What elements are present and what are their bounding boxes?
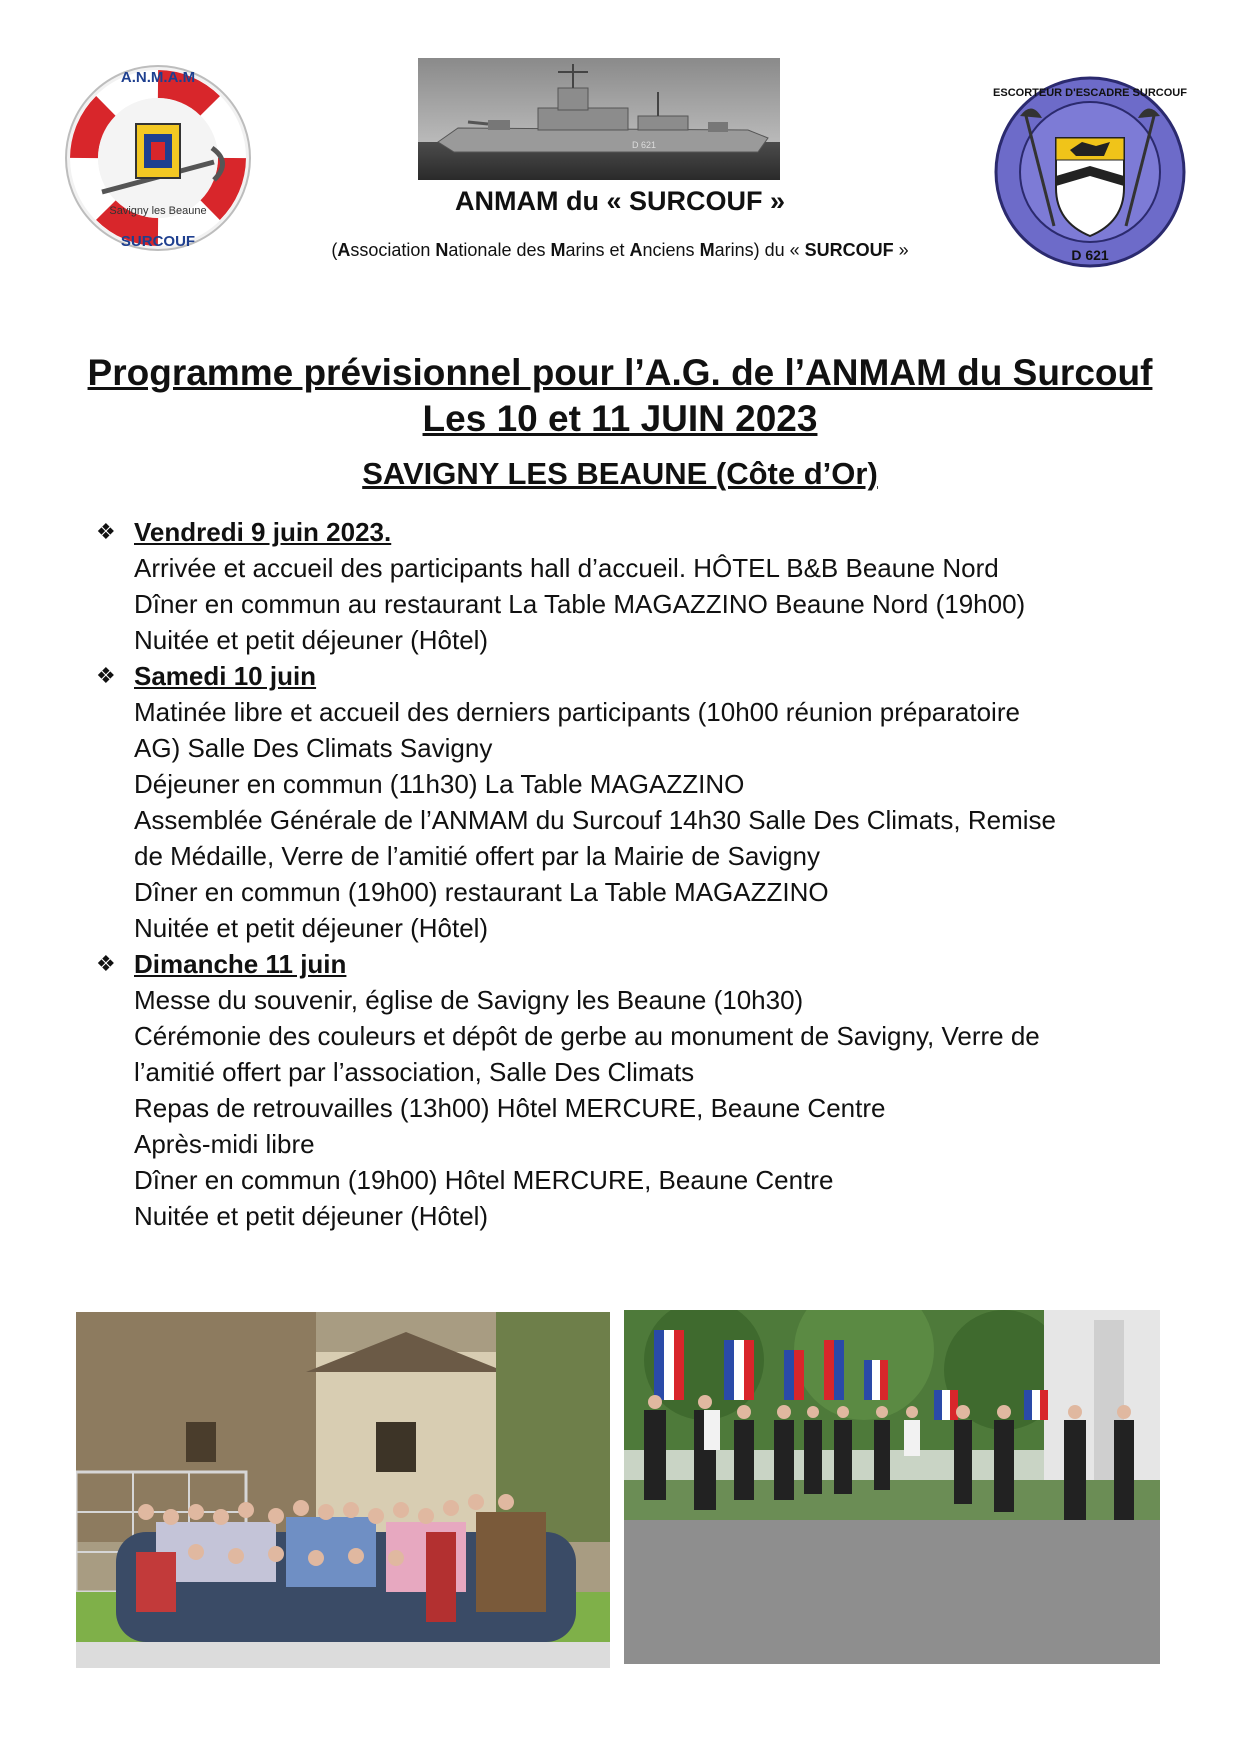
- list-item: Arrivée et accueil des participants hall d’accueil. HÔTEL B&B Beaune Nord: [134, 553, 999, 583]
- title-line-2: Les 10 et 11 JUIN 2023: [422, 398, 818, 439]
- surcouf-badge-logo: [992, 76, 1188, 268]
- list-item: Messe du souvenir, église de Savigny les Beaune (10h30): [134, 985, 804, 1015]
- ship-photo: [418, 58, 780, 180]
- logo-left-ring-top: A.N.M.A.M: [120, 69, 196, 86]
- list-item: Dîner en commun (19h00) Hôtel MERCURE, Beaune Centre: [134, 1165, 834, 1195]
- diamond-bullet-icon: ❖: [96, 951, 116, 976]
- page-title: [60, 350, 1180, 442]
- anmam-logo: [62, 62, 254, 254]
- list-item: Nuitée et petit déjeuner (Hôtel): [134, 913, 489, 943]
- list-item: de Médaille, Verre de l’amitié offert par la Mairie de Savigny: [134, 841, 820, 871]
- list-item: Nuitée et petit déjeuner (Hôtel): [134, 1201, 489, 1231]
- logo-right-ring-bottom: D 621: [1071, 247, 1109, 263]
- list-item: l’amitié offert par l’association, Salle Des Climats: [134, 1057, 695, 1087]
- list-item: Déjeuner en commun (11h30) La Table MAGAZZINO: [134, 769, 745, 799]
- diamond-bullet-icon: ❖: [96, 663, 116, 688]
- list-item: Après-midi libre: [134, 1129, 315, 1159]
- list-item: AG) Salle Des Climats Savigny: [134, 733, 493, 763]
- list-item: Dîner en commun au restaurant La Table MAGAZZINO Beaune Nord (19h00): [134, 589, 1026, 619]
- list-item: Assemblée Générale de l’ANMAM du Surcouf 14h30 Salle Des Climats, Remise: [134, 805, 1056, 835]
- diamond-bullet-icon: ❖: [96, 519, 116, 544]
- list-item: Dîner en commun (19h00) restaurant La Table MAGAZZINO: [134, 877, 829, 907]
- list-item: Matinée libre et accueil des derniers participants (10h00 réunion préparatoire: [134, 697, 1020, 727]
- ship-hull-number: D 621: [632, 140, 657, 150]
- list-item: Repas de retrouvailles (13h00) Hôtel MERCURE, Beaune Centre: [134, 1093, 886, 1123]
- day-heading: ❖ Dimanche 11 juin: [96, 946, 1196, 982]
- logo-left-ring-bottom: SURCOUF: [120, 233, 196, 250]
- title-line-1: Programme prévisionnel pour l’A.G. de l’ANMAM du Surcouf: [87, 352, 1153, 393]
- program-list: [96, 514, 1196, 1234]
- ceremony-photo: [624, 1310, 1160, 1664]
- org-subtitle: (Association Nationale des Marins et Anciens Marins) du « SURCOUF »: [331, 240, 909, 260]
- org-title: ANMAM du « SURCOUF »: [455, 186, 785, 216]
- list-item: Cérémonie des couleurs et dépôt de gerbe au monument de Savigny, Verre de: [134, 1021, 1040, 1051]
- group-photo: [76, 1312, 610, 1668]
- day-heading: ❖ Samedi 10 juin: [96, 658, 1196, 694]
- logo-right-ring-top: ESCORTEUR D'ESCADRE SURCOUF: [993, 87, 1187, 99]
- event-location: SAVIGNY LES BEAUNE (Côte d’Or): [362, 456, 878, 491]
- list-item: Nuitée et petit déjeuner (Hôtel): [134, 625, 489, 655]
- day-heading: ❖ Vendredi 9 juin 2023.: [96, 514, 1196, 550]
- logo-left-ring-mid: Savigny les Beaune: [109, 205, 207, 217]
